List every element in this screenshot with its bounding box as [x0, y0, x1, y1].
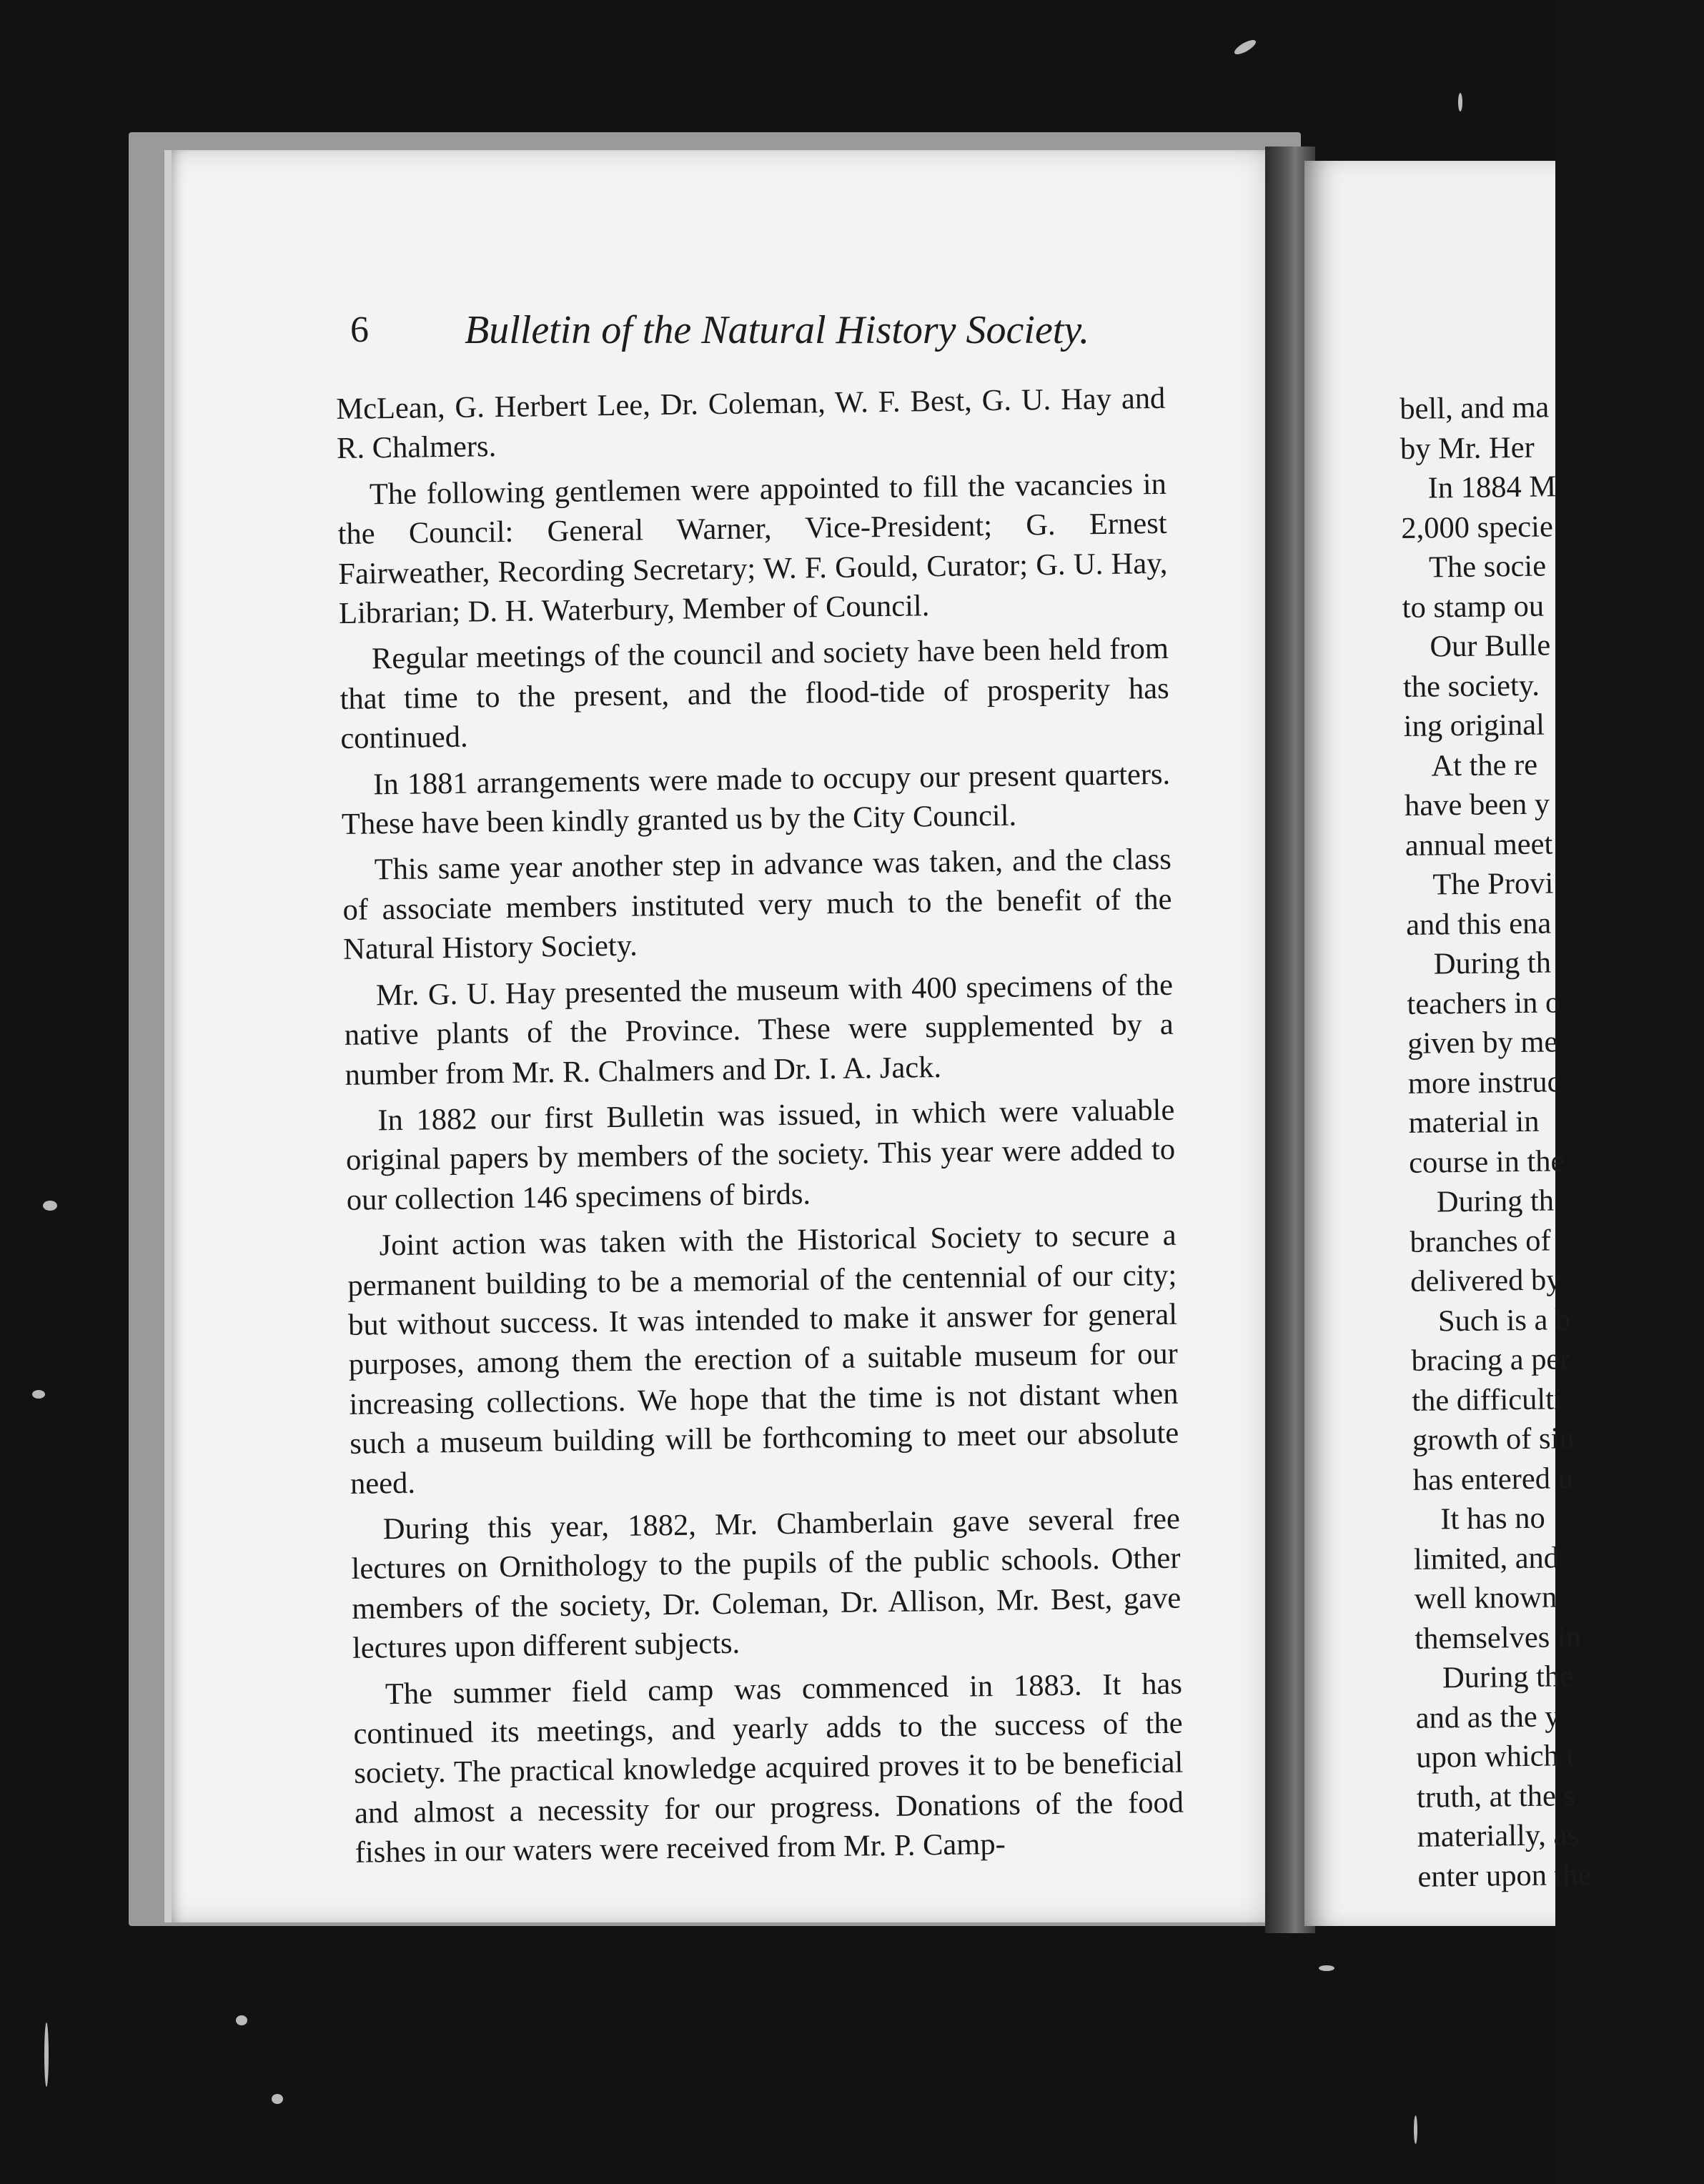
text-line: has entered u — [1412, 1461, 1574, 1497]
paragraph: The following gentlemen were appointed to fill the vacancies in the Council: General Warner, Vice-President; G. Ernest Fairweather, Recording Secretary; W. F. Gould, Curator; G. U. Hay, Librarian; D. H. Waterbury, Member of Council. — [337, 467, 1168, 631]
text-line: given by me — [1407, 1025, 1558, 1061]
page-header — [193, 302, 1122, 359]
text-line: bracing a per — [1411, 1342, 1570, 1378]
left-page-body — [336, 379, 1184, 1880]
text-line: It has no — [1440, 1501, 1545, 1537]
text-line: The Provi — [1432, 866, 1554, 902]
paragraph: During this year, 1882, Mr. Chamberlain gave several free lectures on Ornithology to the pupils of the public schools. Other members of the society, Dr. Coleman, Dr. Allison, Mr. Best, gave lectures upon different subjects. — [351, 1502, 1182, 1666]
text-line: well known — [1414, 1580, 1557, 1616]
text-line: Such is a b — [1437, 1302, 1571, 1338]
text-line: At the re — [1431, 748, 1538, 783]
text-line: material in — [1408, 1104, 1540, 1140]
paragraph: Mr. G. U. Hay presented the museum with 400 specimens of the native plants of the Province. These were supplemented by a number from Mr. R. Chalmers and Dr. I. A. Jack. — [344, 968, 1174, 1092]
text-line: materially, as — [1417, 1818, 1580, 1854]
paragraph: The summer field camp was commenced in 1883. It has continued its meetings, and yearly adds to the success of the society. The practical knowledge acquired proves it to be beneficial and almost a necessity for our progress. Donations of the food fishes in our waters were received from Mr. P. Camp- — [353, 1667, 1184, 1870]
text-line: growth of sin — [1412, 1421, 1575, 1457]
dust-speck — [272, 2094, 283, 2104]
right-page-body — [1400, 386, 1704, 1897]
text-line: limited, and — [1413, 1540, 1560, 1577]
text-line: and this ena — [1405, 905, 1552, 942]
dust-speck — [236, 2015, 247, 2025]
text-line: delivered by — [1410, 1263, 1562, 1299]
paragraph: McLean, G. Herbert Lee, Dr. Coleman, W. F. Best, G. U. Hay and R. Chalmers. — [336, 381, 1166, 466]
dust-speck — [1319, 1965, 1334, 1971]
text-line: to stamp ou — [1402, 589, 1545, 625]
text-line: have been y — [1404, 787, 1550, 823]
dust-speck — [32, 1390, 45, 1399]
text-line: 2,000 specie — [1401, 509, 1554, 545]
text-line: upon which t — [1416, 1739, 1575, 1774]
text-line: and as the y — [1415, 1699, 1560, 1735]
paragraph: Joint action was taken with the Historical Society to secure a permanent building to be a memorial of the centennial of our city; but without success. It was intended to make it answer for general purposes, among them the erection of a suitable museum for our increasing collections. We hope that the time is not distant when such a museum building will be forthcoming to meet our absolute need. — [347, 1218, 1179, 1501]
text-line: the difficulti — [1412, 1381, 1563, 1418]
text-line: During th — [1436, 1183, 1555, 1219]
text-line: ing original — [1403, 708, 1545, 743]
page-number: 6 — [350, 309, 369, 350]
text-line: the society. — [1402, 668, 1540, 704]
text-line: In 1884 M — [1427, 470, 1557, 505]
text-line: course in the — [1408, 1143, 1565, 1180]
paragraph: In 1882 our first Bulletin was issued, in which were valuable original papers by members of the society. This year were added to our collection 146 specimens of birds. — [345, 1093, 1176, 1217]
text-line: Our Bulle — [1430, 628, 1551, 664]
text-line: truth, at the s — [1416, 1778, 1576, 1815]
text-line: themselves in — [1415, 1619, 1582, 1656]
text-line: During th — [1433, 945, 1552, 981]
dust-speck — [44, 2022, 49, 2087]
text-line: by Mr. Her — [1400, 430, 1535, 466]
text-line: teachers in o — [1407, 985, 1561, 1021]
text-line: more instruc — [1407, 1064, 1561, 1101]
running-title: Bulletin of the Natural History Society. — [465, 308, 1090, 352]
text-line: bell, and ma — [1400, 390, 1550, 426]
text-line: The socie — [1428, 549, 1547, 585]
paragraph: In 1881 arrangements were made to occupy our present quarters. These have been kindly granted us by the City Council. — [341, 757, 1171, 842]
dust-speck — [43, 1201, 57, 1211]
text-line: branches of — [1410, 1223, 1551, 1259]
paragraph: Regular meetings of the council and society have been held from that time to the present, and the flood-tide of prosperity has continued. — [340, 632, 1169, 756]
text-line: During the — [1442, 1659, 1574, 1695]
dust-speck — [1414, 2115, 1417, 2144]
paragraph: This same year another step in advance was taken, and the class of associate members instituted very much to the benefit of the Natural History Society. — [342, 843, 1172, 967]
dust-speck — [1458, 93, 1462, 111]
text-line: enter upon the — [1417, 1857, 1592, 1894]
text-line: annual meet — [1405, 826, 1553, 863]
